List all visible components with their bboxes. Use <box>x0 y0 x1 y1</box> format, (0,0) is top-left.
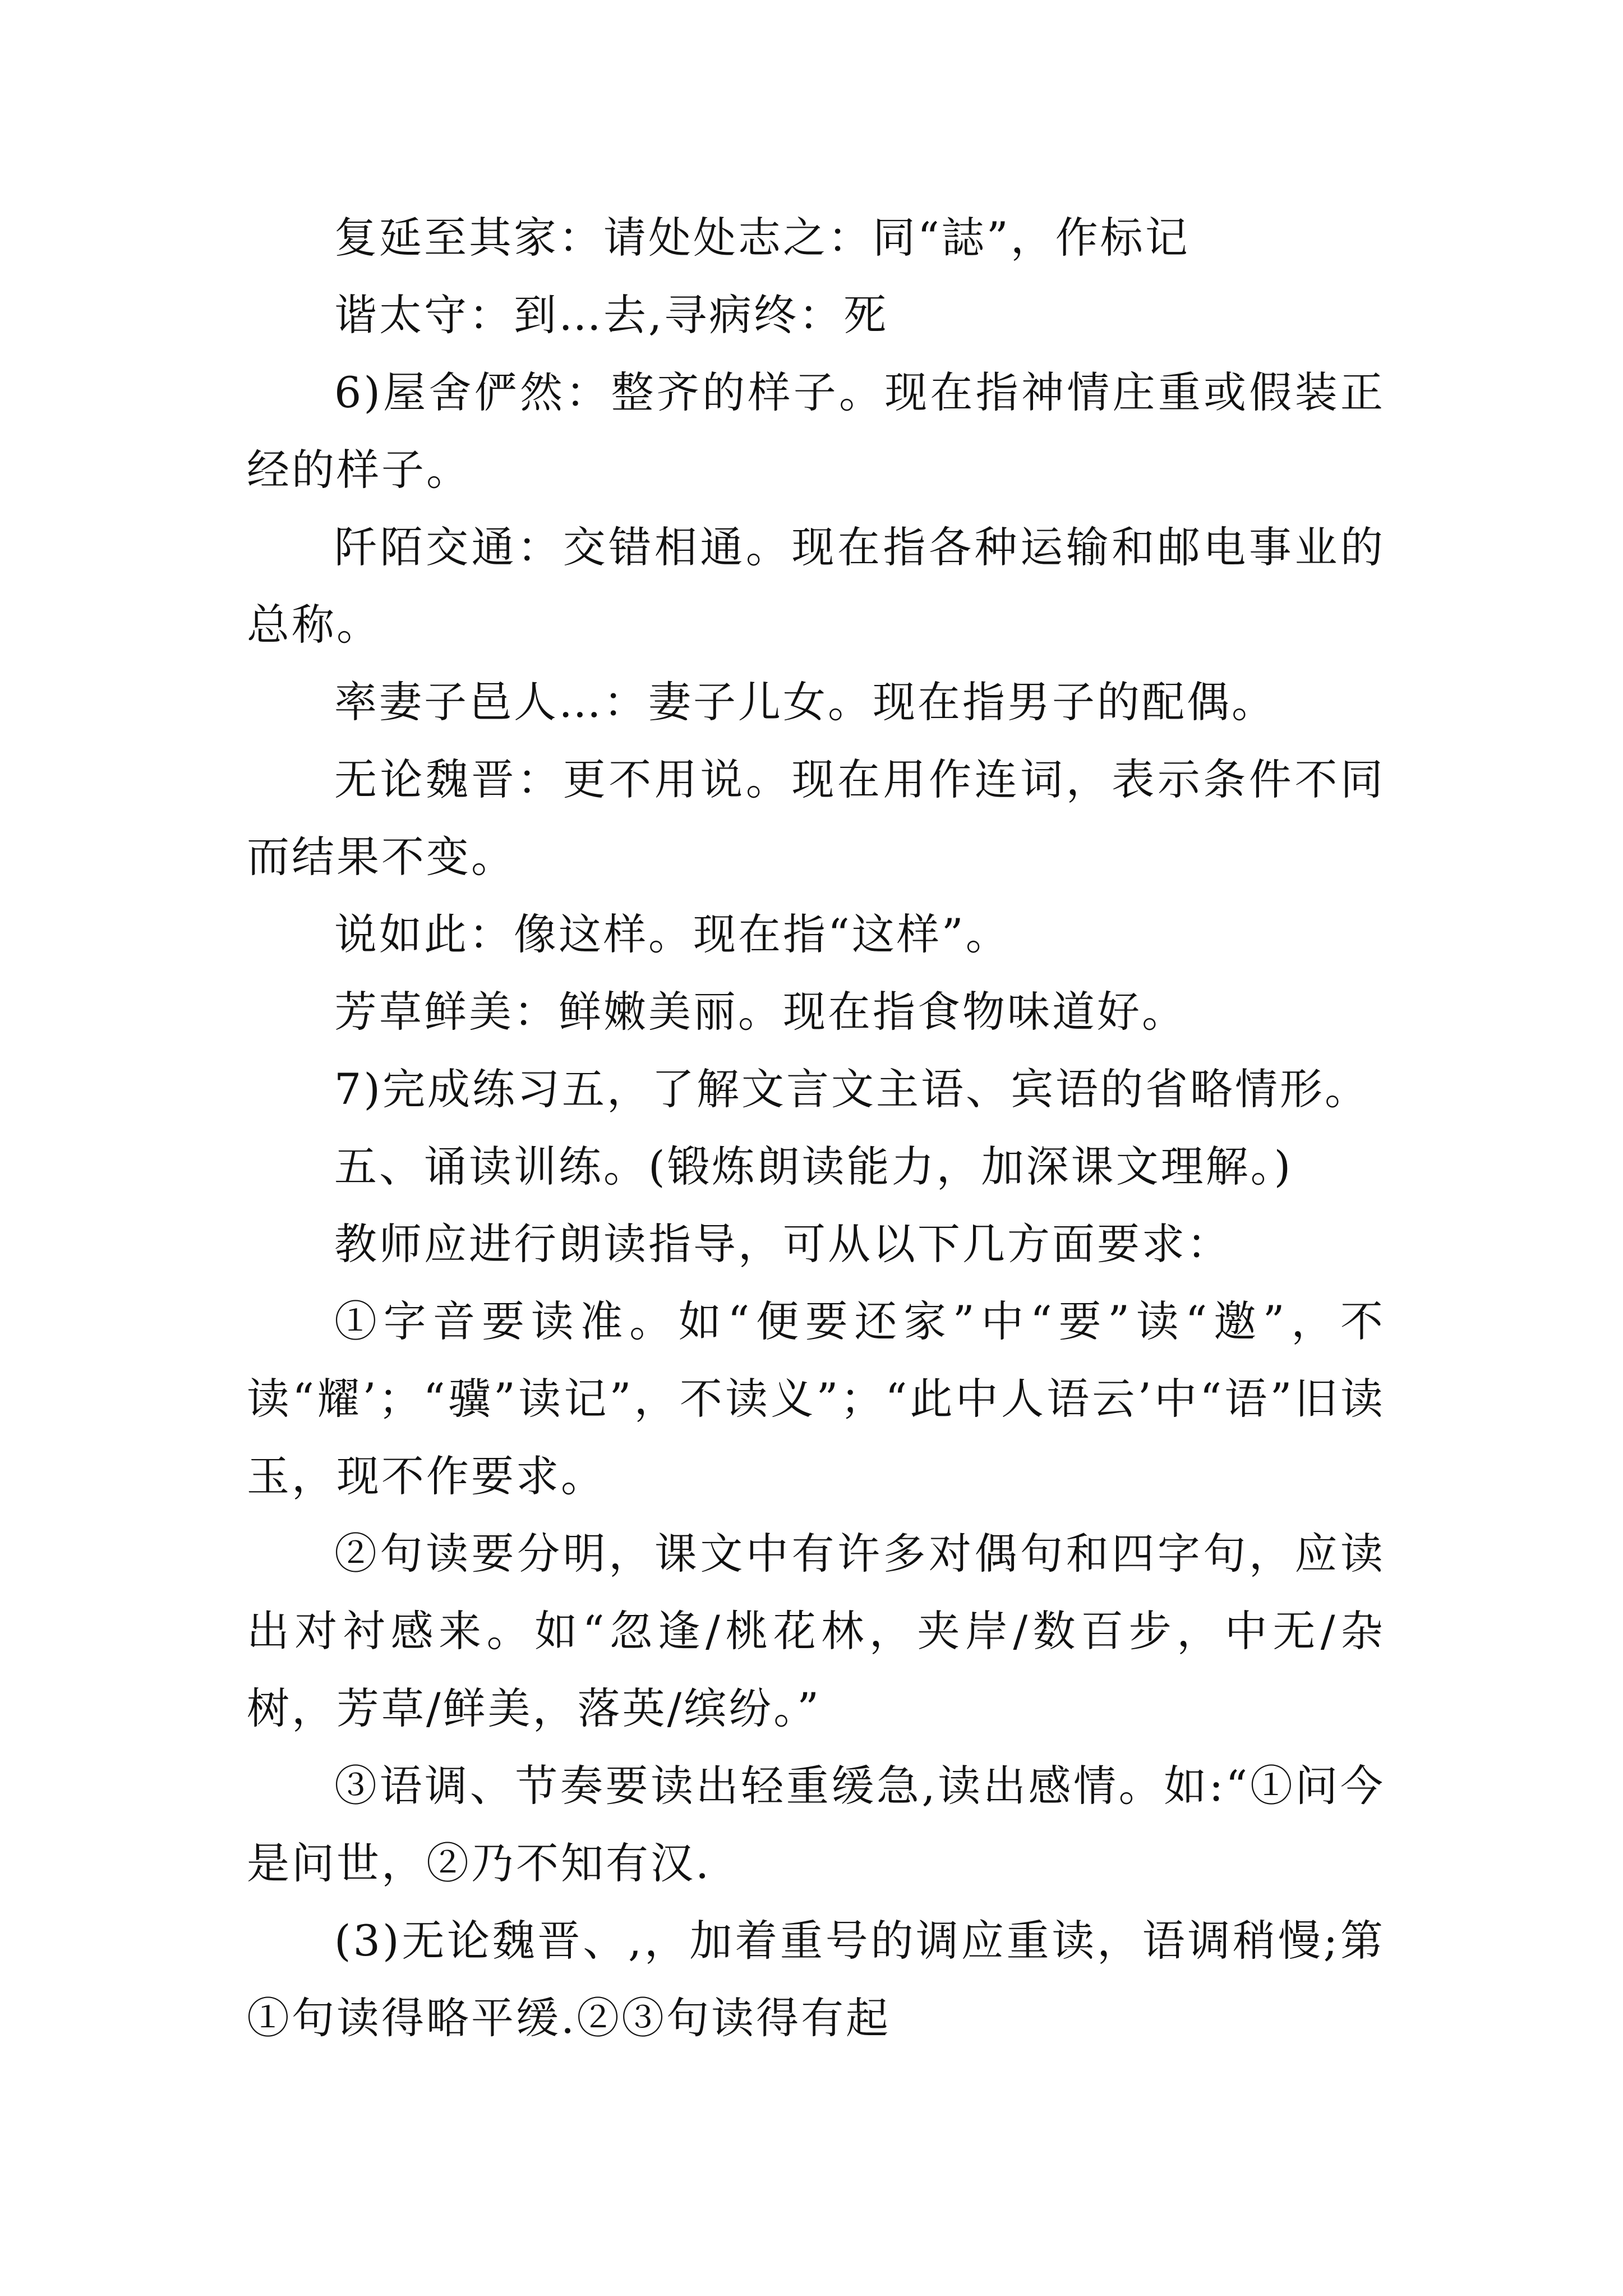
paragraph: 无论魏晋：更不用说。现在用作连词，表示条件不同而结果不变。 <box>247 754 1385 882</box>
paragraph: 谐太守：到…去,寻病终：死 <box>334 290 889 340</box>
paragraph: 复延至其家：请处处志之：同“誌”，作标记 <box>334 213 1190 263</box>
paragraph: 6)屋舍俨然：整齐的样子。现在指神情庄重或假装正经的样子。 <box>247 367 1385 495</box>
paragraph: ③语调、节奏要读出轻重缓急,读出感情。如:“①问今是问世，②乃不知有汉. <box>247 1761 1385 1888</box>
paragraph: 阡陌交通：交错相通。现在指各种运输和邮电事业的总称。 <box>247 522 1385 650</box>
paragraph: 说如此：像这样。现在指“这样”。 <box>334 909 1011 959</box>
paragraph: 芳草鲜美：鲜嫩美丽。现在指食物味道好。 <box>334 987 1187 1037</box>
paragraph: 7)完成练习五，了解文言文主语、宾语的省略情形。 <box>334 1064 1370 1114</box>
paragraph: ①字音要读准。如“便要还家”中“要”读“邀”，不读“耀’；“骥”读记”，不读义”；“此中人语云’中“语”旧读玉，现不作要求。 <box>247 1296 1385 1501</box>
paragraph: (3)无论魏晋、,，加着重号的调应重读，语调稍慢;第①句读得略平缓.②③句读得有起 <box>247 1916 1385 2043</box>
paragraph: 五、诵读训练。(锻炼朗读能力，加深课文理解。) <box>334 1142 1293 1191</box>
paragraph: 教师应进行朗读指导，可从以下几方面要求： <box>334 1219 1232 1269</box>
paragraph: ②句读要分明，课文中有许多对偶句和四字句，应读出对衬感来。如“忽逢/桃花林，夹岸/数百步，中无/杂树，芳草/鲜美，落英/缤纷。” <box>247 1529 1385 1733</box>
document-body <box>247 199 1385 2057</box>
paragraph: 率妻子邑人…：妻子儿女。现在指男子的配偶。 <box>334 677 1276 727</box>
